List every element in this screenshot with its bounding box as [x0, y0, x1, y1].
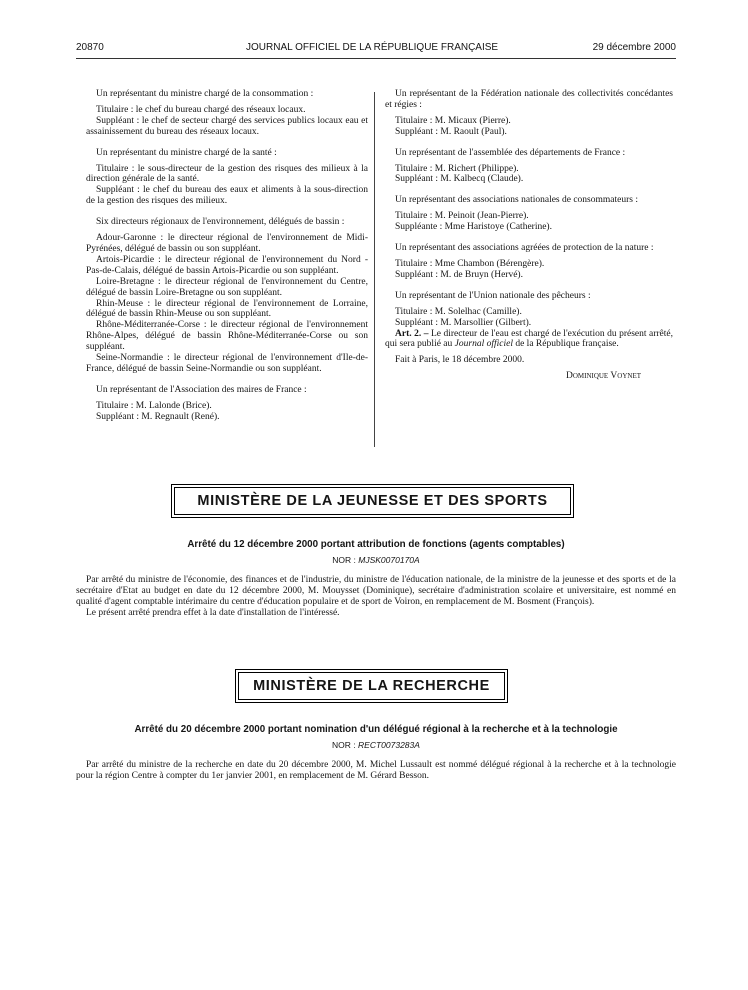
- sante-titulaire: Titulaire : le sous-directeur de la gestion des risques des milieux à la direction générale de la santé.: [86, 163, 368, 185]
- page-header: [76, 42, 676, 58]
- article-2-label: Art. 2. –: [395, 328, 429, 339]
- ministry-recherche-box: [235, 669, 508, 703]
- collectivites-titulaire: Titulaire : M. Micaux (Pierre).: [395, 115, 511, 126]
- article-2-text-after: de la République française.: [512, 339, 619, 350]
- journal-title: JOURNAL OFFICIEL DE LA RÉPUBLIQUE FRANÇAISE: [246, 42, 499, 53]
- left-column: [86, 89, 368, 423]
- recherche-body: [76, 760, 676, 782]
- jeunesse-paragraph: Par arrêté du ministre de l'économie, des finances et de l'industrie, du ministre de l'éducation nationale, de la ministre de la jeunesse et des sports et de la secrétaire d'Etat au budget en date du 12 décembre 2000, M. Mouysset (Dominique), secrétaire d'administration scolaire et universitaire, est nommé en qualité d'agent comptable intérimaire du centre d'éducation populaire et de sport de Voiron, en remplacement de M. Bosment (François).: [76, 575, 676, 607]
- page-number: 20870: [76, 42, 104, 53]
- article-2: [385, 329, 673, 351]
- directeur-item: Rhin-Meuse : le directeur régional de l'environnement de Lorraine, délégué de bassin Rhin-Meuse ou son suppléant.: [86, 298, 368, 320]
- consommation-titulaire: Titulaire : le chef du bureau chargé des réseaux locaux.: [96, 104, 306, 115]
- arrete-jeunesse-title: Arrêté du 12 décembre 2000 portant attribution de fonctions (agents comptables): [187, 539, 565, 550]
- column-divider: [374, 92, 375, 447]
- right-column: [385, 89, 673, 382]
- jeunesse-body: [76, 575, 676, 619]
- directeur-item: Rhône-Méditerranée-Corse : le directeur régional de l'environnement Rhône-Alpes, délégué de bassin Rhône-Méditerranée-Corse ou son suppléant.: [86, 320, 368, 353]
- pecheurs-titulaire: Titulaire : M. Solelhac (Camille).: [395, 306, 522, 317]
- arrete-recherche-title: Arrêté du 20 décembre 2000 portant nomination d'un délégué régional à la recherche et à la technologie: [134, 724, 618, 735]
- nature-heading: Un représentant des associations agréées de protection de la nature :: [395, 243, 654, 254]
- consommateurs-titulaire: Titulaire : M. Peinoit (Jean-Pierre).: [395, 211, 529, 222]
- directeur-item: Loire-Bretagne : le directeur régional de l'environnement du Centre, délégué de bassin Loire-Bretagne ou son suppléant.: [86, 276, 368, 298]
- pecheurs-suppleant: Suppléant : M. Marsollier (Gilbert).: [395, 317, 532, 328]
- ministry-jeunesse-title: MINISTÈRE DE LA JEUNESSE ET DES SPORTS: [174, 487, 571, 515]
- departements-suppleant: Suppléant : M. Kalbecq (Claude).: [395, 174, 524, 185]
- nor-code: RECT0073283A: [358, 740, 420, 750]
- sante-heading: Un représentant du ministre chargé de la santé :: [96, 147, 277, 158]
- nor-label: NOR :: [332, 740, 359, 750]
- departements-heading: Un représentant de l'assemblée des départements de France :: [395, 147, 626, 158]
- signature: Dominique Voynet: [565, 371, 641, 382]
- ministry-recherche-title: MINISTÈRE DE LA RECHERCHE: [238, 672, 505, 700]
- article-2-text-before: Le directeur de l'eau est chargé de l'exécution du présent arrêté, qui sera publié au: [385, 328, 673, 350]
- collectivites-suppleant: Suppléant : M. Raoult (Paul).: [395, 126, 507, 137]
- directeurs-heading: Six directeurs régionaux de l'environnement, délégués de bassin :: [96, 217, 345, 228]
- nor-code: MJSK0070170A: [358, 555, 420, 565]
- directeur-item: Seine-Normandie : le directeur régional de l'environnement d'Ile-de-France, délégué de bassin Seine-Normandie ou son suppléant.: [86, 353, 368, 374]
- departements-titulaire: Titulaire : M. Richert (Philippe).: [395, 163, 519, 174]
- consommateurs-heading: Un représentant des associations nationales de consommateurs :: [395, 195, 638, 206]
- consommation-suppleant: Suppléant : le chef de secteur chargé des services publics locaux eau et assainissement du bureau des réseaux locaux.: [86, 115, 368, 137]
- issue-date: 29 décembre 2000: [592, 42, 676, 53]
- directeur-item: Artois-Picardie : le directeur régional de l'environnement du Nord - Pas-de-Calais, délégué de bassin Artois-Picardie ou son suppléant.: [86, 254, 368, 276]
- fait-a-paris: Fait à Paris, le 18 décembre 2000.: [395, 355, 525, 366]
- pecheurs-heading: Un représentant de l'Union nationale des pêcheurs :: [395, 290, 591, 301]
- nature-titulaire: Titulaire : Mme Chambon (Bérengère).: [395, 258, 545, 269]
- nor-jeunesse: [76, 555, 676, 565]
- recherche-paragraph: Par arrêté du ministre de la recherche en date du 20 décembre 2000, M. Michel Lussault est nommé délégué régional à la recherche et à la technologie pour la région Centre à compter du 1er janvier 2001, en remplacement de M. Gérard Besson.: [76, 760, 676, 781]
- consommation-heading: Un représentant du ministre chargé de la consommation :: [96, 89, 314, 99]
- maires-suppleant: Suppléant : M. Regnault (René).: [96, 411, 220, 422]
- maires-titulaire: Titulaire : M. Lalonde (Brice).: [96, 400, 212, 411]
- nature-suppleant: Suppléant : M. de Bruyn (Hervé).: [395, 269, 523, 280]
- consommateurs-suppleant: Suppléante : Mme Haristoye (Catherine).: [395, 222, 552, 233]
- sante-suppleant: Suppléant : le chef du bureau des eaux et aliments à la sous-direction de la gestion des risques des milieux.: [86, 185, 368, 207]
- jeunesse-effect: Le présent arrêté prendra effet à la date d'installation de l'intéressé.: [86, 607, 340, 618]
- ministry-jeunesse-box: [171, 484, 574, 518]
- maires-heading: Un représentant de l'Association des maires de France :: [96, 384, 307, 395]
- directeur-item: Adour-Garonne : le directeur régional de l'environnement de Midi-Pyrénées, délégué de bassin ou son suppléant.: [86, 233, 368, 254]
- nor-label: NOR :: [332, 555, 359, 565]
- collectivites-heading: Un représentant de la Fédération nationale des collectivités concédantes et régies :: [385, 89, 673, 110]
- header-rule: [76, 58, 676, 59]
- article-2-journal: Journal officiel: [454, 339, 513, 350]
- nor-recherche: [76, 740, 676, 750]
